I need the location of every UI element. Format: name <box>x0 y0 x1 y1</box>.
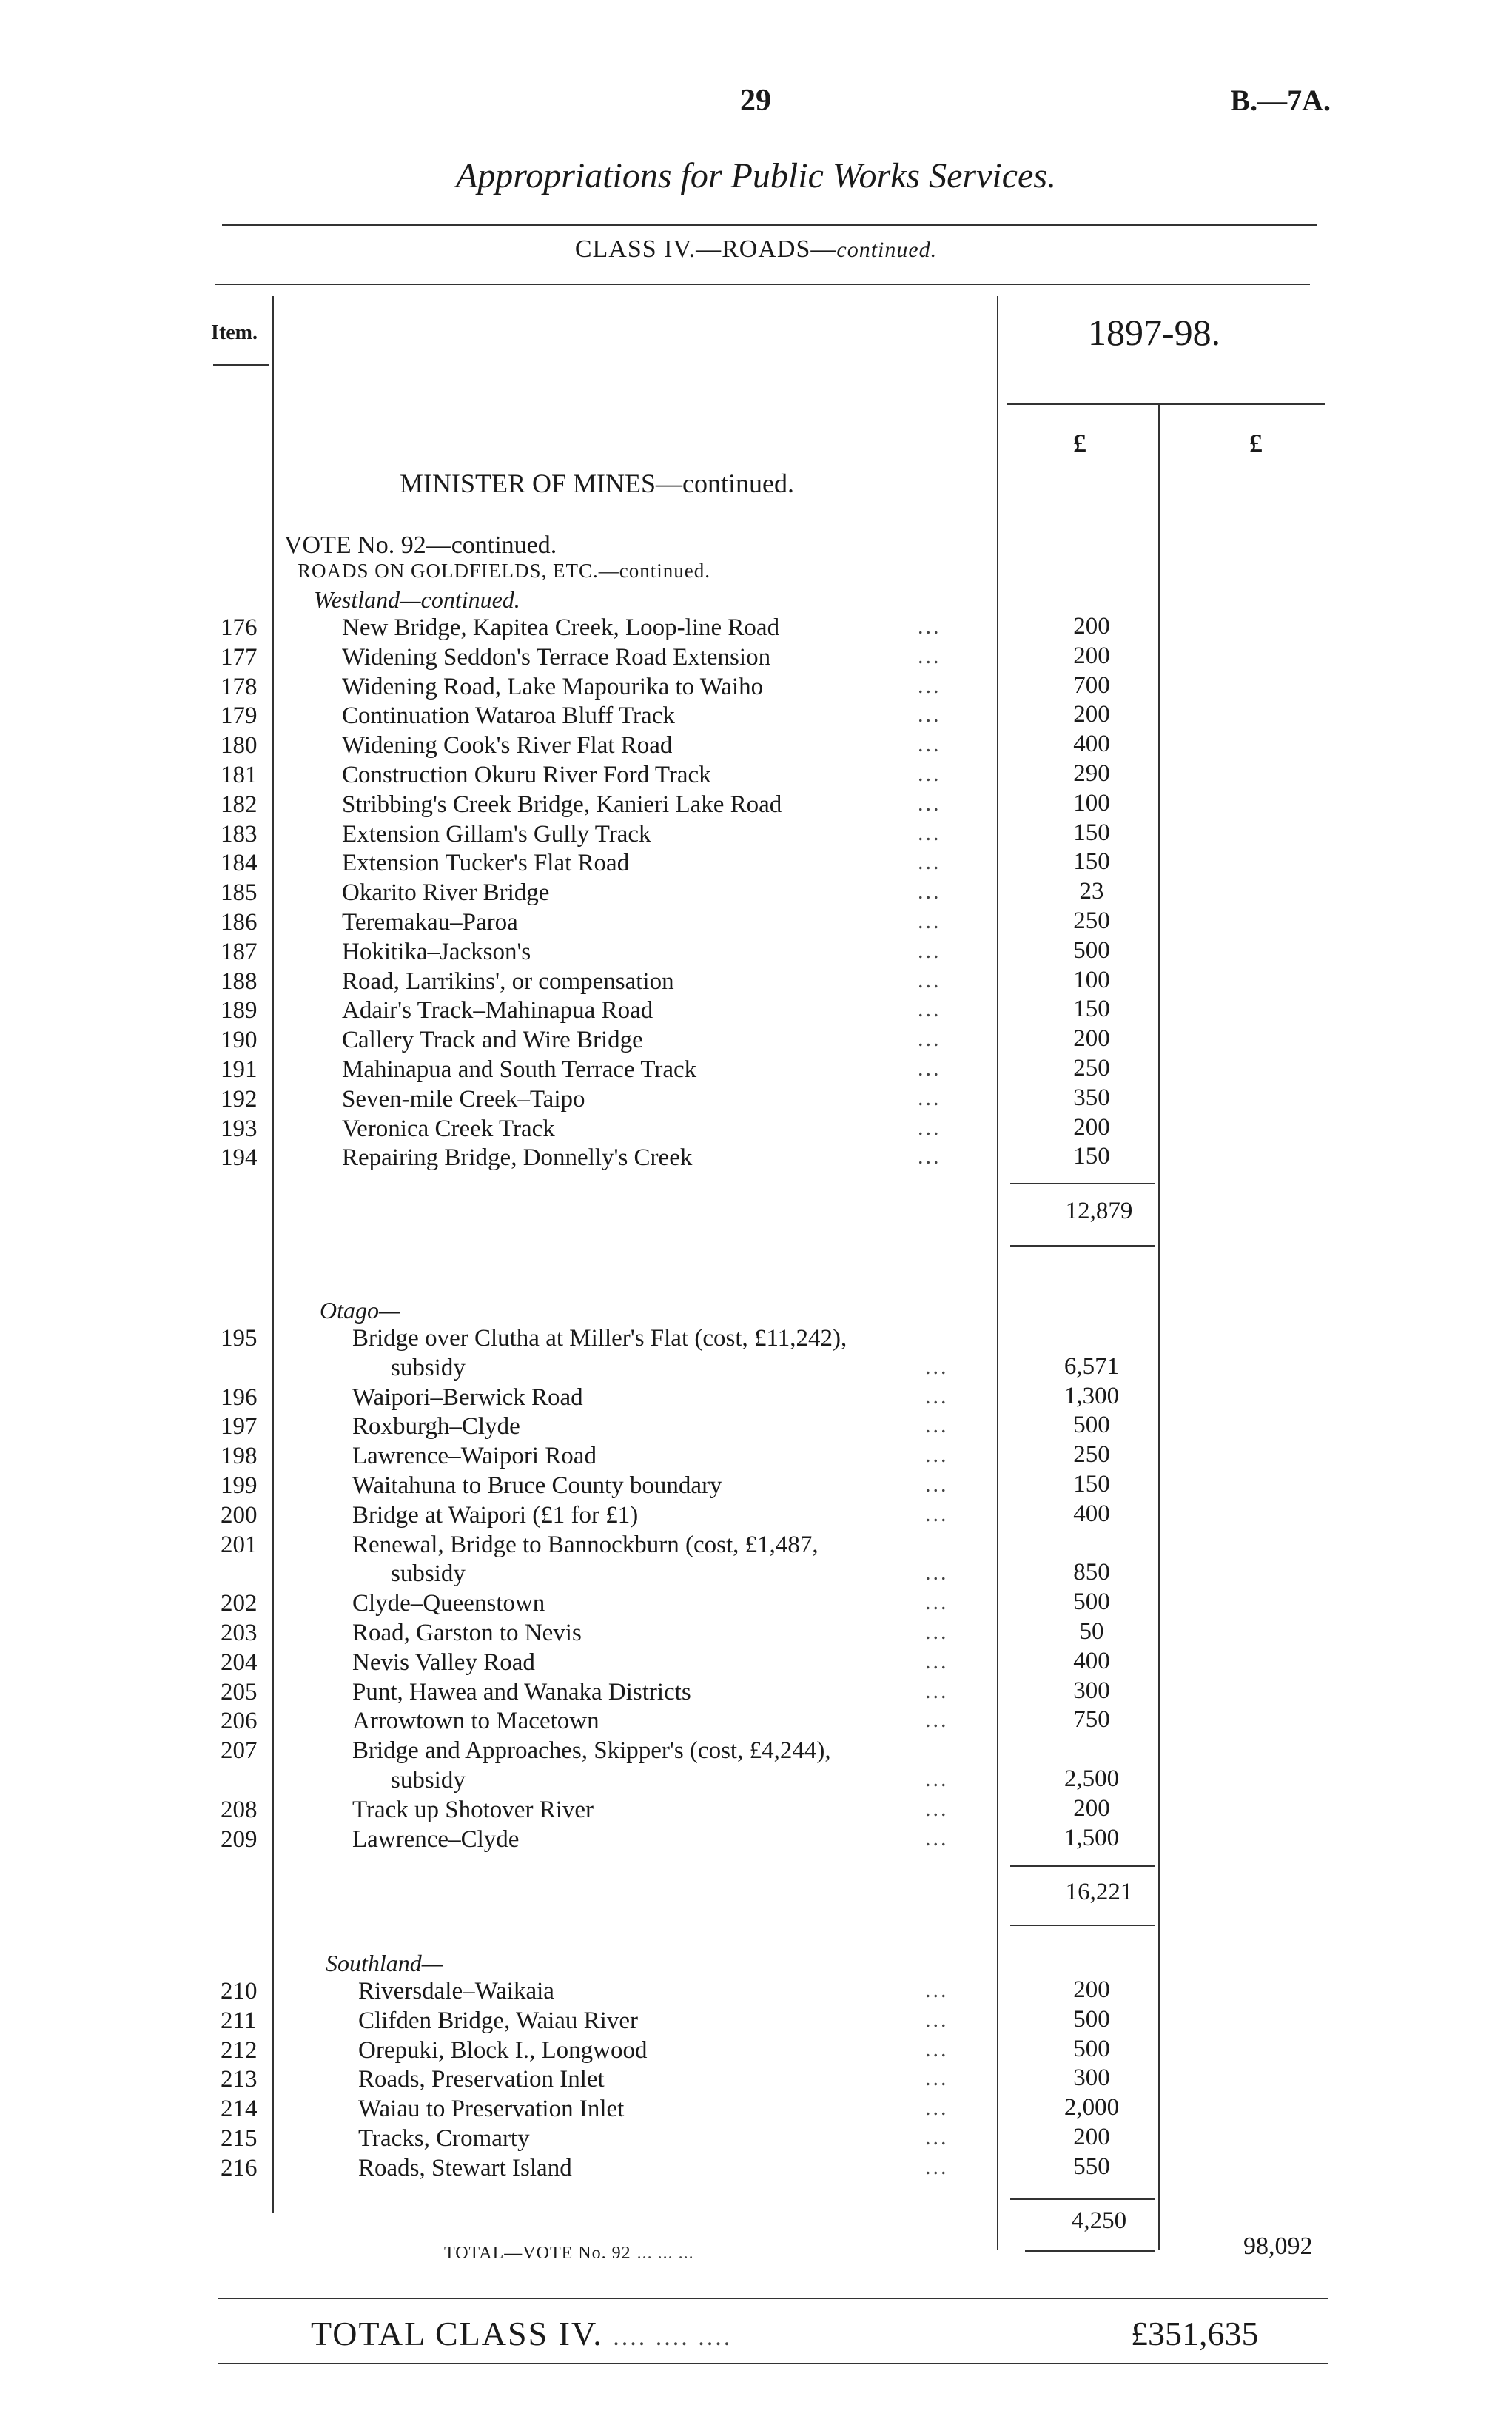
item-description: Track up Shotover River <box>352 1796 594 1823</box>
item-description: Waitahuna to Bruce County boundary <box>352 1472 722 1499</box>
divider <box>1007 403 1325 405</box>
item-description: Punt, Hawea and Wanaka Districts <box>352 1678 691 1705</box>
item-number: 183 <box>221 820 258 848</box>
item-description: Mahinapua and South Terrace Track <box>342 1056 697 1083</box>
section-heading-southland: Southland— <box>326 1950 443 1976</box>
item-number: 204 <box>221 1648 258 1676</box>
item-amount: 200 <box>1073 1976 1110 2003</box>
item-amount: 1,500 <box>1064 1824 1120 1851</box>
item-amount: 500 <box>1073 936 1110 964</box>
item-number: 193 <box>221 1115 258 1142</box>
item-amount: 750 <box>1073 1706 1110 1734</box>
item-description: Bridge at Waipori (£1 for £1) <box>352 1501 639 1529</box>
item-amount: 250 <box>1073 908 1110 934</box>
item-amount: 150 <box>1073 819 1110 846</box>
item-description: Riversdale–Waikaia <box>358 1978 554 2005</box>
item-description: Bridge and Approaches, Skipper's (cost, £4,244), <box>352 1737 831 1765</box>
item-description: Nevis Valley Road <box>352 1648 535 1676</box>
subtotal-rule <box>1010 1245 1155 1247</box>
divider <box>218 2363 1328 2364</box>
item-description: Road, Garston to Nevis <box>352 1620 582 1646</box>
item-amount: 2,000 <box>1064 2094 1120 2121</box>
class-total-label-text: TOTAL CLASS IV. <box>311 2315 603 2352</box>
item-number: 216 <box>221 2154 258 2181</box>
item-amount: 23 <box>1079 878 1104 905</box>
item-number: 195 <box>221 1325 258 1352</box>
page-title: Appropriations for Public Works Services. <box>455 156 1057 195</box>
item-amount: 350 <box>1073 1084 1110 1111</box>
item-number: 190 <box>221 1027 258 1054</box>
item-number: 177 <box>221 643 258 671</box>
leader-dots: ... <box>918 762 941 786</box>
item-amount: 200 <box>1073 1025 1110 1053</box>
item-number: 192 <box>221 1085 258 1113</box>
divider <box>218 2298 1328 2299</box>
item-description: Roads, Preservation Inlet <box>358 2066 605 2093</box>
section-heading-otago: Otago— <box>320 1297 400 1324</box>
item-number: 180 <box>221 732 258 759</box>
item-number: 176 <box>221 614 258 641</box>
class-total-amount: £351,635 <box>1131 2315 1259 2352</box>
leader-dots: ... <box>925 1354 949 1379</box>
class-heading-main: CLASS IV.—ROADS— <box>574 235 837 263</box>
leader-dots: ... <box>925 1796 949 1821</box>
leader-dots: ... <box>918 791 941 816</box>
item-number: 199 <box>221 1472 258 1499</box>
item-number: 185 <box>221 879 258 907</box>
item-number: 202 <box>221 1590 258 1617</box>
item-number: 196 <box>221 1383 258 1411</box>
leader-dots: ... <box>925 1590 949 1615</box>
document-reference: B.—7A. <box>1230 84 1331 117</box>
item-amount: 400 <box>1073 1500 1110 1527</box>
item-amount: 300 <box>1073 2064 1110 2092</box>
item-amount: 700 <box>1073 671 1110 699</box>
item-description: Orepuki, Block I., Longwood <box>358 2036 648 2064</box>
vote-total-amount: 98,092 <box>1243 2233 1313 2260</box>
leader-dots: ... <box>918 732 941 757</box>
item-number: 184 <box>221 850 258 877</box>
item-amount: 290 <box>1073 760 1110 787</box>
leader-dots: ... <box>925 1620 949 1644</box>
item-description-cont: subsidy <box>391 1560 466 1588</box>
item-number: 182 <box>221 791 258 818</box>
item-amount: 200 <box>1073 2124 1110 2150</box>
leader-dots: ... <box>918 1027 941 1052</box>
item-description: Okarito River Bridge <box>342 879 550 907</box>
item-amount: 500 <box>1073 1412 1110 1439</box>
item-amount: 400 <box>1073 1647 1110 1674</box>
item-amount: 550 <box>1073 2153 1110 2180</box>
pound-column-1: £ <box>1073 429 1086 458</box>
item-number: 214 <box>221 2096 258 2123</box>
item-amount: 500 <box>1073 2005 1110 2033</box>
item-description: Clyde–Queenstown <box>352 1590 545 1617</box>
leader-dots: ... <box>925 1648 949 1674</box>
item-description: Continuation Wataroa Bluff Track <box>342 702 675 730</box>
item-amount: 500 <box>1073 2035 1110 2062</box>
item-number: 186 <box>221 909 258 936</box>
item-description: Teremakau–Paroa <box>342 909 518 936</box>
subtotal-rule <box>1025 2250 1155 2252</box>
divider <box>213 364 269 366</box>
column-rule <box>997 296 998 2250</box>
item-description: Tracks, Cromarty <box>358 2125 530 2152</box>
item-description: Stribbing's Creek Bridge, Kanieri Lake Road <box>342 791 782 818</box>
item-number: 210 <box>221 1978 258 2005</box>
leader-dots: ... <box>925 1501 949 1526</box>
pound-column-2: £ <box>1249 429 1263 458</box>
leader-dots: ... <box>918 614 941 639</box>
leader-dots: ... <box>925 2066 949 2091</box>
item-description: Extension Tucker's Flat Road <box>342 850 630 877</box>
vote-total-label-text: TOTAL—VOTE No. 92 <box>444 2244 631 2263</box>
leader-dots: ... <box>925 2096 949 2121</box>
item-amount: 850 <box>1073 1559 1110 1586</box>
item-amount: 2,500 <box>1064 1765 1120 1792</box>
item-number: 206 <box>221 1708 258 1735</box>
item-description: Clifden Bridge, Waiau River <box>358 2007 638 2034</box>
subtotal-rule <box>1010 1183 1155 1184</box>
item-description-cont: subsidy <box>391 1767 466 1794</box>
item-description: Roads, Stewart Island <box>358 2154 572 2181</box>
item-number: 215 <box>221 2125 258 2152</box>
item-amount: 100 <box>1073 789 1110 816</box>
leader-dots: ... <box>918 1144 941 1170</box>
item-amount: 300 <box>1073 1677 1110 1704</box>
item-description: Hokitika–Jackson's <box>342 938 531 965</box>
section-heading-westland: Westland—continued. <box>314 586 520 613</box>
roads-heading: ROADS ON GOLDFIELDS, ETC.—continued. <box>298 560 710 582</box>
vote-total-label <box>444 2237 694 2264</box>
item-amount: 150 <box>1073 1471 1110 1497</box>
item-amount: 6,571 <box>1064 1352 1120 1380</box>
leader-dots: ... <box>925 1767 949 1791</box>
class-total-dots: .... .... .... <box>613 2324 733 2351</box>
leader-dots: ... <box>925 2125 949 2150</box>
item-description: Lawrence–Clyde <box>352 1825 520 1853</box>
leader-dots: ... <box>918 879 941 905</box>
item-amount: 400 <box>1073 731 1110 758</box>
item-amount: 250 <box>1073 1055 1110 1081</box>
item-number: 208 <box>221 1796 258 1823</box>
item-amount: 500 <box>1073 1589 1110 1616</box>
item-description: Repairing Bridge, Donnelly's Creek <box>342 1144 693 1172</box>
subtotal-rule <box>1010 1925 1155 1926</box>
item-description: Roxburgh–Clyde <box>352 1413 520 1440</box>
item-number: 212 <box>221 2036 258 2064</box>
item-description: Arrowtown to Macetown <box>352 1708 599 1735</box>
leader-dots: ... <box>925 1825 949 1851</box>
item-description: New Bridge, Kapitea Creek, Loop-line Road <box>342 614 780 641</box>
class-total-label <box>311 2314 732 2353</box>
minister-heading: MINISTER OF MINES—continued. <box>400 469 794 498</box>
item-description: Widening Road, Lake Mapourika to Waiho <box>342 673 764 700</box>
item-number: 194 <box>221 1144 258 1172</box>
leader-dots: ... <box>918 1056 941 1081</box>
item-amount: 200 <box>1073 1113 1110 1141</box>
item-number: 181 <box>221 762 258 788</box>
leader-dots: ... <box>918 673 941 698</box>
item-number: 200 <box>221 1501 258 1529</box>
item-description: Renewal, Bridge to Bannockburn (cost, £1,487, <box>352 1531 819 1558</box>
item-number: 203 <box>221 1620 258 1646</box>
leader-dots: ... <box>925 1413 949 1438</box>
leader-dots: ... <box>918 1085 941 1110</box>
item-description: Veronica Creek Track <box>342 1115 555 1142</box>
divider <box>215 284 1310 285</box>
leader-dots: ... <box>925 2154 949 2179</box>
leader-dots: ... <box>918 820 941 845</box>
column-rule <box>1158 403 1160 2250</box>
leader-dots: ... <box>925 2036 949 2062</box>
item-amount: 150 <box>1073 996 1110 1023</box>
year-header: 1897-98. <box>1088 312 1221 353</box>
item-number: 191 <box>221 1056 258 1083</box>
item-number: 197 <box>221 1413 258 1440</box>
item-amount: 50 <box>1079 1618 1104 1645</box>
leader-dots: ... <box>925 2007 949 2032</box>
leader-dots: ... <box>925 1560 949 1586</box>
item-description: Waipori–Berwick Road <box>352 1383 583 1411</box>
subtotal-rule <box>1010 2198 1155 2200</box>
item-number: 178 <box>221 673 258 700</box>
leader-dots: ... <box>918 938 941 963</box>
item-description: Extension Gillam's Gully Track <box>342 820 651 848</box>
item-number: 209 <box>221 1825 258 1853</box>
item-description: Widening Cook's River Flat Road <box>342 732 673 759</box>
leader-dots: ... <box>918 997 941 1022</box>
leader-dots: ... <box>925 1472 949 1497</box>
subtotal-otago: 16,221 <box>1065 1879 1133 1905</box>
item-number: 187 <box>221 938 258 965</box>
item-number: 179 <box>221 702 258 730</box>
item-amount: 200 <box>1073 642 1110 669</box>
leader-dots: ... <box>925 1708 949 1733</box>
item-description: Waiau to Preservation Inlet <box>358 2096 625 2123</box>
item-number: 189 <box>221 997 258 1024</box>
leader-dots: ... <box>918 643 941 668</box>
divider <box>222 224 1317 226</box>
subtotal-southland: 4,250 <box>1071 2207 1127 2234</box>
item-description: Callery Track and Wire Bridge <box>342 1027 643 1054</box>
item-number: 207 <box>221 1737 258 1765</box>
leader-dots: ... <box>925 1978 949 2002</box>
class-heading <box>0 235 1512 264</box>
leader-dots: ... <box>918 909 941 933</box>
item-number: 211 <box>221 2007 257 2034</box>
item-amount: 100 <box>1073 966 1110 993</box>
item-description: Bridge over Clutha at Miller's Flat (cost, £11,242), <box>352 1325 847 1352</box>
item-amount: 250 <box>1073 1441 1110 1469</box>
leader-dots: ... <box>918 850 941 875</box>
vote-heading: VOTE No. 92—continued. <box>284 531 557 559</box>
item-description: Construction Okuru River Ford Track <box>342 762 711 788</box>
leader-dots: ... <box>925 1678 949 1703</box>
item-description: Road, Larrikins', or compensation <box>342 967 674 995</box>
item-number: 198 <box>221 1443 258 1470</box>
vote-total-dots: ... ... ... <box>636 2244 694 2263</box>
item-amount: 1,300 <box>1064 1382 1120 1409</box>
leader-dots: ... <box>925 1443 949 1468</box>
item-number: 205 <box>221 1678 258 1705</box>
item-description: Widening Seddon's Terrace Road Extension <box>342 643 771 671</box>
item-number: 188 <box>221 967 258 995</box>
leader-dots: ... <box>925 1383 949 1409</box>
column-rule <box>272 296 274 2213</box>
leader-dots: ... <box>918 1115 941 1140</box>
subtotal-rule <box>1010 1865 1155 1867</box>
subtotal-westland: 12,879 <box>1065 1198 1133 1224</box>
item-description: Seven-mile Creek–Taipo <box>342 1085 585 1113</box>
page-number: 29 <box>740 84 771 118</box>
item-amount: 200 <box>1073 1794 1110 1822</box>
item-amount: 200 <box>1073 701 1110 728</box>
item-amount: 150 <box>1073 848 1110 876</box>
item-amount: 150 <box>1073 1143 1110 1170</box>
item-description-cont: subsidy <box>391 1354 466 1381</box>
leader-dots: ... <box>918 702 941 728</box>
class-heading-cont: continued. <box>836 238 938 262</box>
item-column-header: Item. <box>211 321 258 344</box>
leader-dots: ... <box>918 967 941 993</box>
item-amount: 200 <box>1073 613 1110 640</box>
item-number: 201 <box>221 1531 258 1558</box>
item-number: 213 <box>221 2066 258 2093</box>
item-description: Lawrence–Waipori Road <box>352 1443 597 1470</box>
item-description: Adair's Track–Mahinapua Road <box>342 997 653 1024</box>
